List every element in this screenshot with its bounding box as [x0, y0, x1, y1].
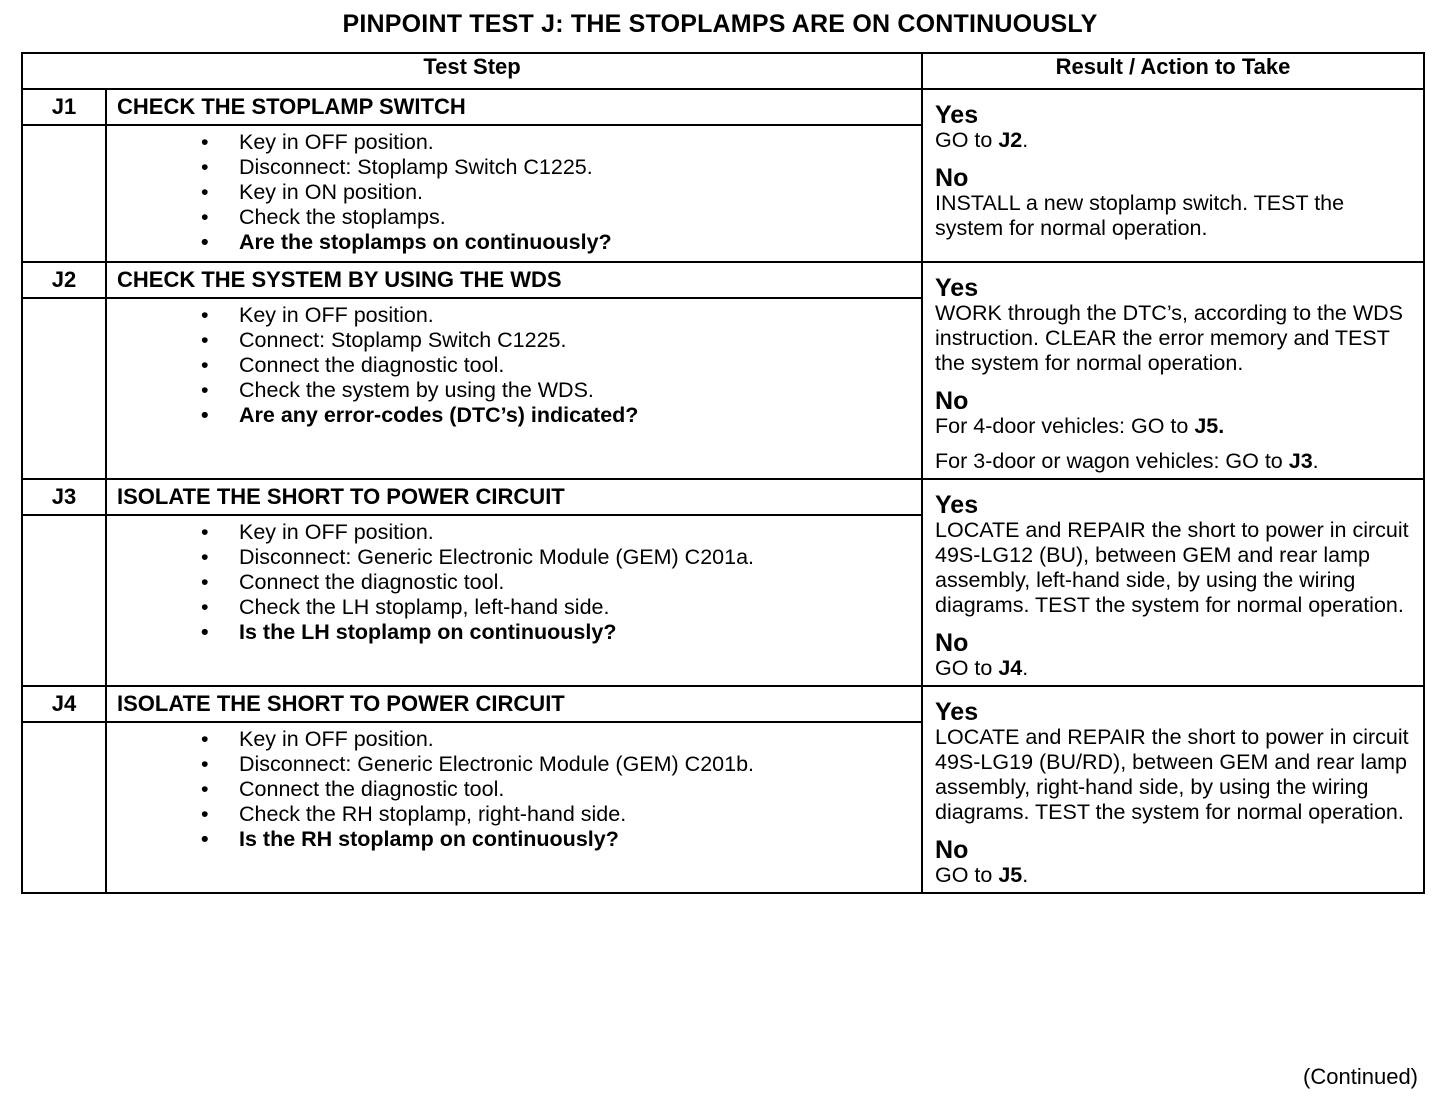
instruction-item: • Key in OFF position.: [107, 303, 921, 328]
no-action: INSTALL a new stoplamp switch. TEST the system for normal operation.: [935, 191, 1345, 240]
no-label: No: [935, 629, 969, 657]
instruction-item: • Disconnect: Stoplamp Switch C1225.: [107, 155, 921, 180]
step-title: CHECK THE SYSTEM BY USING THE WDS: [106, 262, 922, 298]
instruction-item: • Key in OFF position.: [107, 727, 921, 752]
yes-action: WORK through the DTC’s, according to the WDS instruction. CLEAR the error memory and TEST the system for normal operation.: [935, 301, 1404, 375]
yes-label: Yes: [935, 274, 979, 302]
step-id: J4: [22, 686, 106, 722]
instruction-item: • Check the RH stoplamp, right-hand side.: [107, 802, 921, 827]
instruction-item: • Check the LH stoplamp, left-hand side.: [107, 595, 921, 620]
pinpoint-test-table: [21, 52, 1425, 894]
instruction-item: • Disconnect: Generic Electronic Module (GEM) C201a.: [107, 545, 921, 570]
no-label: No: [935, 164, 969, 192]
no-action: GO to J5.: [935, 863, 1029, 887]
instruction-item: • Key in OFF position.: [107, 520, 921, 545]
step-title: ISOLATE THE SHORT TO POWER CIRCUIT: [106, 686, 922, 722]
step-instructions: [106, 298, 922, 479]
no-action: GO to J4.: [935, 656, 1029, 680]
step-instructions: [106, 515, 922, 686]
step-instructions: [106, 722, 922, 893]
step-title: CHECK THE STOPLAMP SWITCH: [106, 89, 922, 125]
step-question: • Are any error-codes (DTC’s) indicated?: [107, 403, 921, 428]
step-question: • Is the RH stoplamp on continuously?: [107, 827, 921, 852]
step-row-j1: [22, 89, 1424, 125]
result-cell-j3: [922, 479, 1424, 686]
no-action-3door: For 3-door or wagon vehicles: GO to J3.: [935, 449, 1319, 473]
yes-action: GO to J2.: [935, 128, 1029, 152]
step-id: J1: [22, 89, 106, 125]
continued-note: (Continued): [1303, 1064, 1418, 1089]
page-title: PINPOINT TEST J: THE STOPLAMPS ARE ON CONTINUOUSLY: [342, 10, 1098, 38]
instruction-item: • Check the stoplamps.: [107, 205, 921, 230]
test-step-header: Test Step: [22, 53, 922, 89]
step-id-spacer: [22, 125, 106, 262]
step-id-spacer: [22, 515, 106, 686]
yes-action: LOCATE and REPAIR the short to power in circuit 49S-LG19 (BU/RD), between GEM and rear lamp assembly, right-hand side, by using the wiring diagrams. TEST the system for normal operation.: [935, 725, 1409, 824]
instruction-item: • Connect: Stoplamp Switch C1225.: [107, 328, 921, 353]
instruction-item: • Connect the diagnostic tool.: [107, 353, 921, 378]
step-question: • Is the LH stoplamp on continuously?: [107, 620, 921, 645]
step-id: J2: [22, 262, 106, 298]
step-id-spacer: [22, 722, 106, 893]
result-cell-j4: [922, 686, 1424, 893]
instruction-item: • Disconnect: Generic Electronic Module (GEM) C201b.: [107, 752, 921, 777]
step-title: ISOLATE THE SHORT TO POWER CIRCUIT: [106, 479, 922, 515]
instruction-item: • Key in OFF position.: [107, 130, 921, 155]
step-row-j4: [22, 686, 1424, 722]
instruction-item: • Key in ON position.: [107, 180, 921, 205]
no-action-4door: For 4-door vehicles: GO to J5.: [935, 414, 1225, 438]
instruction-item: • Connect the diagnostic tool.: [107, 777, 921, 802]
no-label: No: [935, 387, 969, 415]
step-question: • Are the stoplamps on continuously?: [107, 230, 921, 255]
step-instructions: [106, 125, 922, 262]
table-header-row: [22, 53, 1424, 89]
no-label: No: [935, 836, 969, 864]
step-row-j2: [22, 262, 1424, 298]
instruction-item: • Check the system by using the WDS.: [107, 378, 921, 403]
step-id: J3: [22, 479, 106, 515]
instruction-item: • Connect the diagnostic tool.: [107, 570, 921, 595]
result-cell-j2: [922, 262, 1424, 479]
yes-label: Yes: [935, 491, 979, 519]
step-id-spacer: [22, 298, 106, 479]
result-header: Result / Action to Take: [922, 53, 1424, 89]
yes-action: LOCATE and REPAIR the short to power in circuit 49S-LG12 (BU), between GEM and rear lamp assembly, left-hand side, by using the wiring diagrams. TEST the system for normal operation.: [935, 518, 1409, 617]
yes-label: Yes: [935, 101, 979, 129]
step-row-j3: [22, 479, 1424, 515]
result-cell-j1: [922, 89, 1424, 262]
yes-label: Yes: [935, 698, 979, 726]
